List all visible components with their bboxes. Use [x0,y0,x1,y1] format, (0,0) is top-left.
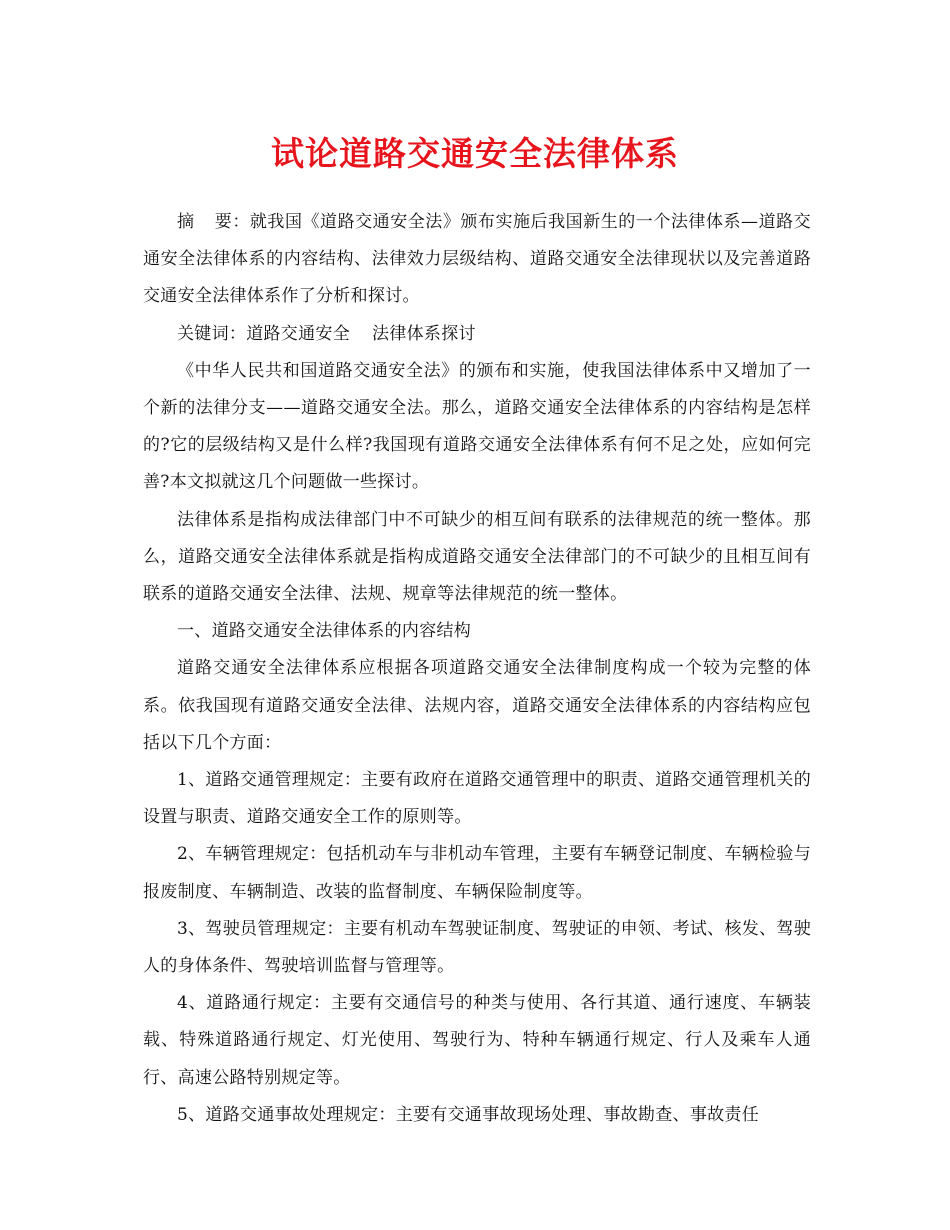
body-paragraph: 《中华人民共和国道路交通安全法》的颁布和实施，使我国法律体系中又增加了一个新的法律分支——道路交通安全法。那么，道路交通安全法律体系的内容结构是怎样的?它的层级结构又是什么样?我国现有道路交通安全法律体系有何不足之处，应如何完善?本文拟就这几个问题做一些探讨。 [143,360,811,493]
keywords-label: 关键词： [177,323,247,344]
document-body [143,204,811,1134]
section-heading: 一、道路交通安全法律体系的内容结构 [177,621,472,642]
body-paragraph: 道路交通安全法律体系应根据各项道路交通安全法律制度构成一个较为完整的体系。依我国现有道路交通安全法律、法规内容，道路交通安全法律体系的内容结构应包括以下几个方面： [143,658,811,753]
abstract-paragraph [143,204,811,316]
list-item: 4、道路通行规定：主要有交通信号的种类与使用、各行其道、通行速度、车辆装载、特殊道路通行规定、灯光使用、驾驶行为、特种车辆通行规定、行人及乘车人通行、高速公路特别规定等。 [143,993,811,1088]
list-item: 5、道路交通事故处理规定：主要有交通事故现场处理、事故勘查、事故责任 [177,1104,760,1125]
keywords-paragraph [143,316,811,353]
list-item: 1、道路交通管理规定：主要有政府在道路交通管理中的职责、道路交通管理机关的设置与职责、道路交通安全工作的原则等。 [143,770,811,828]
abstract-label-a: 摘 [177,212,195,232]
abstract-text: 就我国《道路交通安全法》颁布实施后我国新生的一个法律体系—道路交通安全法律体系的内容结构、法律效力层级结构、道路交通安全法律现状以及完善道路交通安全法律体系作了分析和探讨。 [143,212,811,307]
keyword-term-1: 道路交通安全 [246,323,351,344]
list-item: 3、驾驶员管理规定：主要有机动车驾驶证制度、驾驶证的申领、考试、核发、驾驶人的身体条件、驾驶培训监督与管理等。 [143,918,811,977]
body-paragraph: 法律体系是指构成法律部门中不可缺少的相互间有联系的法律规范的统一整体。那么，道路交通安全法律体系就是指构成道路交通安全法律部门的不可缺少的且相互间有联系的道路交通安全法律、法规、规章等法律规范的统一整体。 [143,509,811,605]
document-title: 试论道路交通安全法律体系 [271,134,679,173]
keyword-term-2: 法律体系探讨 [372,323,476,344]
abstract-label-b: 要： [214,212,250,232]
list-item: 2、车辆管理规定：包括机动车与非机动车管理，主要有车辆登记制度、车辆检验与报废制度、车辆制造、改装的监督制度、车辆保险制度等。 [143,844,811,902]
